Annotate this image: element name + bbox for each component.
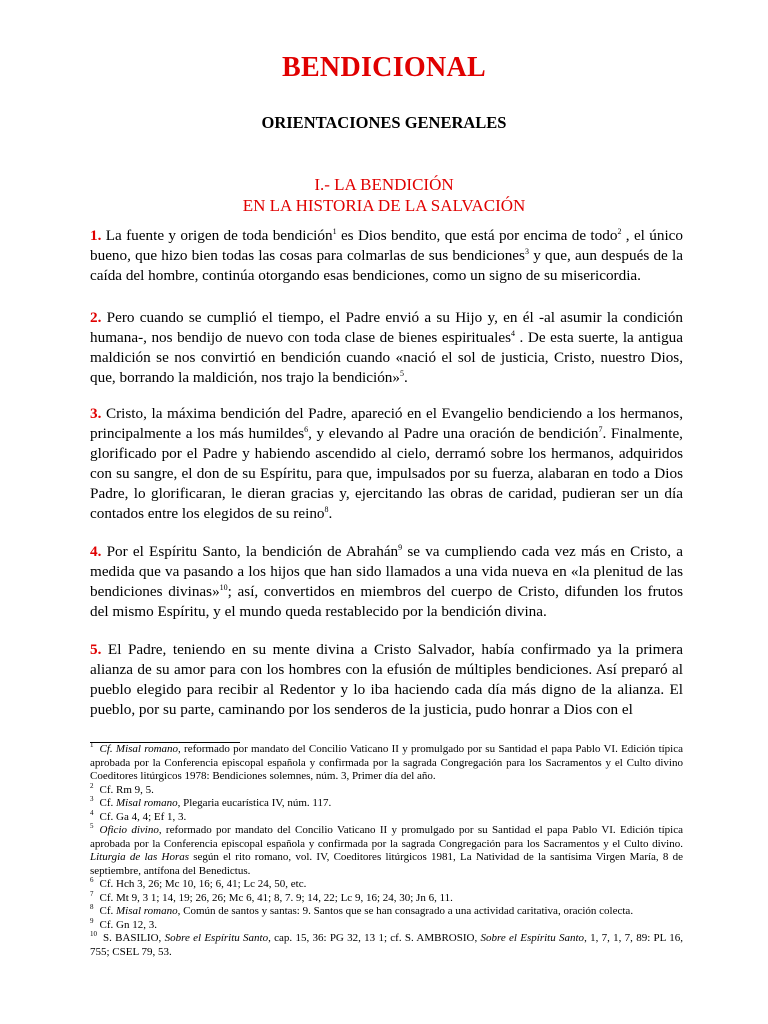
footnote-ref[interactable]: 7 — [598, 424, 603, 434]
footnote-ref[interactable]: 6 — [304, 424, 309, 434]
footnote-number: 10 — [90, 930, 97, 939]
footnote-ref[interactable]: 8 — [324, 504, 329, 514]
footnote-text: S. BASILIO, — [103, 932, 165, 944]
paragraph-text: se va cumpliendo cada vez más en Cristo, a medida que va pasando a los hijos que han sido llamados a una vida nueva en «la plenitud de las bendiciones divinas» — [90, 543, 683, 600]
paragraph-text: , y elevando al Padre una oración de bendición — [308, 425, 599, 442]
paragraph-3 — [90, 404, 683, 524]
footnote-ref[interactable]: 3 — [524, 246, 529, 256]
paragraph-5 — [90, 640, 683, 720]
paragraph-number: 5. — [90, 641, 102, 658]
paragraph-text: El Padre, teniendo en su mente divina a Cristo Salvador, había confirmado ya la primera alianza de su amor para con los hombres con la efusión de múltiples bendiciones. Así preparó al pueblo elegido para recibir al Redentor y lo iba haciendo cada día más digno de la alianza. El pueblo, por su parte, caminando por los senderos de la justicia, pudo honrar a Dios con el — [90, 641, 683, 718]
footnote-1 — [90, 743, 683, 784]
paragraph-text: . De esta suerte, la antigua maldición se nos convirtió en bendición cuando «nació el sol de justicia, Cristo, nuestro Dios, que, borrando la maldición, nos trajo la bendición» — [90, 329, 684, 386]
footnote-6 — [90, 878, 683, 892]
paragraph-number: 1. — [90, 227, 102, 244]
section-heading-line-2: EN LA HISTORIA DE LA SALVACIÓN — [242, 196, 526, 215]
footnote-number: 5 — [90, 822, 94, 831]
footnote-text: Cf. Hch 3, 26; Mc 10, 16; 6, 41; Lc 24, 50, etc. — [99, 878, 307, 890]
footnote-text: Cf. Gn 12, 3. — [99, 918, 157, 931]
paragraph-number: 2. — [90, 309, 102, 326]
document-title: BENDICIONAL — [281, 52, 486, 83]
paragraph-text: es Dios bendito, que está por encima de todo — [336, 227, 618, 244]
paragraph-text: Por el Espíritu Santo, la bendición de Abrahán — [101, 543, 399, 560]
paragraph-number: 4. — [90, 543, 102, 560]
footnote-text: , cap. 15, 36: PG 32, 13 1; cf. S. AMBROSIO, — [268, 932, 481, 944]
footnote-number: 7 — [90, 889, 94, 898]
footnote-7 — [90, 889, 683, 906]
footnote-text: , reformado por mandato del Concilio Vaticano II y promulgado por su Santidad el papa Pablo VI. Edición típica aprobada por la Conferencia episcopal española y confirmada por la sagrada Congregación para los Sacramentos y el Culto divino Coeditores litúrgicos 1978: Bendiciones solemnes, núm. 3, Primer día del año. — [90, 743, 683, 782]
footnote-text: Cf. Ga 4, 4; Ef 1, 3. — [99, 810, 187, 823]
footnote-italic: Liturgia de las Horas — [90, 851, 190, 863]
footnote-9 — [90, 916, 683, 933]
paragraph-number: 3. — [90, 405, 102, 422]
section-heading — [0, 174, 768, 216]
section-heading-line-1: I.- LA BENDICIÓN — [314, 175, 454, 194]
footnote-text: Cf. — [99, 905, 116, 917]
paragraph-text: y que, aun después de la caída del hombre, continúa otorgando esas bendiciones, como un signo de su misericordia. — [90, 247, 683, 284]
paragraph-text: , el único bueno, que hizo bien todas las cosas para colmarlas de sus bendiciones — [90, 227, 683, 264]
footnote-text: Cf. — [99, 797, 116, 809]
paragraph-text: ; así, convertidos en miembros del cuerpo de Cristo, difunden los frutos del mismo Espíritu, y el mundo queda restablecido por la bendición divina. — [90, 583, 683, 620]
footnote-text: , 1, 7, 1, 7, 89: PL 16, 755; CSEL 79, 53. — [90, 932, 684, 958]
footnote-number: 2 — [90, 781, 94, 790]
footnote-ref[interactable]: 2 — [617, 226, 622, 236]
footnote-10 — [90, 932, 683, 959]
footnote-ref[interactable]: 10 — [219, 582, 228, 592]
footnote-ref[interactable]: 4 — [511, 328, 516, 338]
footnote-text: , reformado por mandato del Concilio Vaticano II y promulgado por su Santidad el papa Pablo VI. Edición típica aprobada por la Conferencia episcopal española y confirmada por la sagrada Congregación para los Sacramentos y el Culto divino. — [90, 824, 683, 850]
footnote-text: Cf. Rm 9, 5. — [99, 783, 154, 796]
footnote-ref[interactable]: 1 — [332, 226, 337, 236]
footnote-number: 1 — [90, 741, 94, 750]
footnote-italic: Sobre el Espíritu Santo — [164, 932, 269, 944]
footnote-number: 8 — [90, 903, 94, 912]
paragraph-1 — [90, 226, 683, 286]
footnote-number: 9 — [90, 916, 94, 925]
footnotes — [90, 743, 683, 959]
document-subtitle: ORIENTACIONES GENERALES — [261, 113, 507, 132]
paragraph-text: Cristo, la máxima bendición del Padre, apareció en el Evangelio bendiciendo a los hermanos, principalmente a los más humildes — [90, 405, 683, 442]
footnote-italic: Sobre el Espíritu Santo — [480, 932, 585, 944]
footnote-text: Cf. Mt 9, 3 1; 14, 19; 26, 26; Mc 6, 41; 8, 7. 9; 14, 22; Lc 9, 16; 24, 30; Jn 6, 11. — [99, 891, 453, 904]
paragraph-text: . Finalmente, glorificado por el Padre y habiendo ascendido al cielo, derramó sobre los hermanos, adquiridos con su sangre, el don de su Espíritu, para que, impulsados por su fuerza, alabaran en todo a Dios Padre, lo glorificaran, le dieran gracias y, ejercitando las obras de caridad, pudieran ser un día contados entre los elegidos de su reino — [90, 425, 683, 522]
footnote-ref[interactable]: 9 — [398, 542, 403, 552]
paragraph-text: Pero cuando se cumplió el tiempo, el Padre envió a su Hijo y, en él -al asumir la condición humana-, nos bendijo de nuevo con toda clase de bienes espirituales — [90, 309, 683, 346]
paragraph-4 — [90, 542, 683, 622]
footnote-number: 3 — [90, 795, 94, 804]
paragraph-text: . — [404, 369, 408, 386]
footnote-3 — [90, 797, 683, 811]
footnote-2 — [90, 781, 683, 798]
paragraph-text: La fuente y origen de toda bendición — [101, 227, 333, 244]
footnote-text: , Plegaria eucarística IV, núm. 117. — [177, 797, 332, 809]
footnote-5 — [90, 824, 683, 878]
paragraph-text: . — [328, 505, 333, 522]
footnote-text: según el rito romano, vol. IV, Coeditores litúrgicos 1981, La Natividad de la santísima Virgen María, 8 de septiembre, antífona del Benedictus. — [90, 851, 683, 877]
footnote-italic: Oficio divino — [99, 824, 159, 836]
footnote-italic: Cf. Misal romano — [99, 743, 179, 755]
footnote-text: , Común de santos y santas: 9. Santos que se han consagrado a una actividad caritativa, oración colecta. — [177, 905, 634, 917]
footnote-number: 4 — [90, 808, 94, 817]
paragraph-2 — [90, 308, 683, 388]
footnote-number: 6 — [90, 876, 94, 885]
footnote-ref[interactable]: 5 — [400, 368, 404, 378]
footnote-4 — [90, 808, 683, 825]
footnote-8 — [90, 905, 683, 919]
footnote-italic: Misal romano — [116, 905, 178, 917]
footnote-italic: Misal romano — [116, 797, 178, 809]
